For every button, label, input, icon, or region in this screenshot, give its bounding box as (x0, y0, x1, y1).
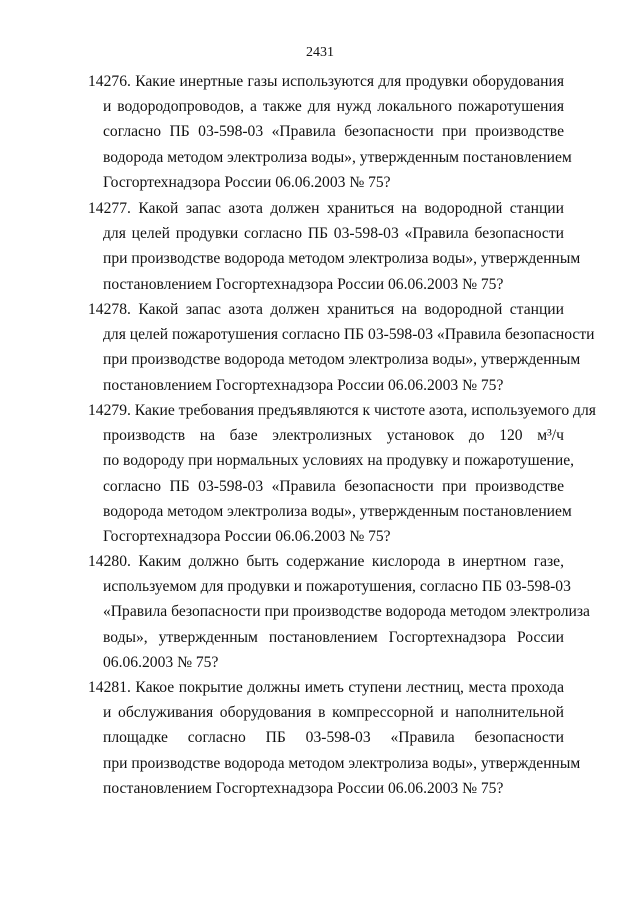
question-line: площадке согласно ПБ 03-598-03 «Правила безопасности (103, 729, 564, 747)
question-line: 14280. Каким должно быть содержание кислорода в инертном газе, (88, 553, 564, 570)
question-line: постановлением Госгортехнадзора России 06.06.2003 № 75? (103, 275, 504, 293)
question-line: 14277. Какой запас азота должен храниться на водородной станции (88, 200, 564, 217)
question-line: и водородопроводов, а также для нужд локального пожаротушения (103, 98, 564, 116)
question-line: постановлением Госгортехнадзора России 06.06.2003 № 75? (103, 779, 504, 797)
page-number: 2431 (306, 45, 334, 60)
question-line: для целей пожаротушения согласно ПБ 03-598-03 «Правила безопасности (103, 326, 595, 344)
question-line: постановлением Госгортехнадзора России 06.06.2003 № 75? (103, 376, 504, 394)
question-line: водорода методом электролиза воды», утвержденным постановлением (103, 148, 572, 166)
question-14278 (88, 297, 595, 398)
question-line: согласно ПБ 03-598-03 «Правила безопасности при производстве (103, 477, 564, 495)
question-14279 (88, 398, 596, 549)
question-14277 (88, 196, 581, 297)
question-line: Госгортехнадзора России 06.06.2003 № 75? (103, 173, 391, 191)
question-line: производств на базе электролизных установок до 120 м³/ч (103, 427, 564, 445)
question-14276 (88, 69, 572, 195)
question-line: 14278. Какой запас азота должен храниться на водородной станции (88, 301, 564, 318)
question-line: согласно ПБ 03-598-03 «Правила безопасности при производстве (103, 123, 564, 141)
question-line: водорода методом электролиза воды», утвержденным постановлением (103, 502, 572, 520)
question-line: воды», утвержденным постановлением Госгортехнадзора России (103, 628, 564, 646)
question-line: и обслуживания оборудования в компрессорной и наполнительной (103, 704, 564, 722)
question-line: «Правила безопасности при производстве водорода методом электролиза (103, 603, 590, 621)
question-14281 (88, 675, 581, 801)
question-line: Госгортехнадзора России 06.06.2003 № 75? (103, 527, 391, 545)
question-line: 14279. Какие требования предъявляются к чистоте азота, используемого для (88, 402, 596, 419)
question-line: 06.06.2003 № 75? (103, 653, 219, 671)
question-line: для целей продувки согласно ПБ 03-598-03 «Правила безопасности (103, 225, 564, 243)
question-line: 14276. Какие инертные газы используются для продувки оборудования (88, 73, 564, 90)
question-14280 (88, 549, 590, 675)
question-line: при производстве водорода методом электролиза воды», утвержденным (103, 754, 581, 772)
question-line: при производстве водорода методом электролиза воды», утвержденным (103, 351, 581, 369)
question-line: по водороду при нормальных условиях на продувку и пожаротушение, (103, 452, 575, 470)
question-line: 14281. Какое покрытие должны иметь ступени лестниц, места прохода (88, 679, 564, 696)
question-line: при производстве водорода методом электролиза воды», утвержденным (103, 250, 581, 268)
question-line: используемом для продувки и пожаротушения, согласно ПБ 03-598-03 (103, 578, 571, 596)
